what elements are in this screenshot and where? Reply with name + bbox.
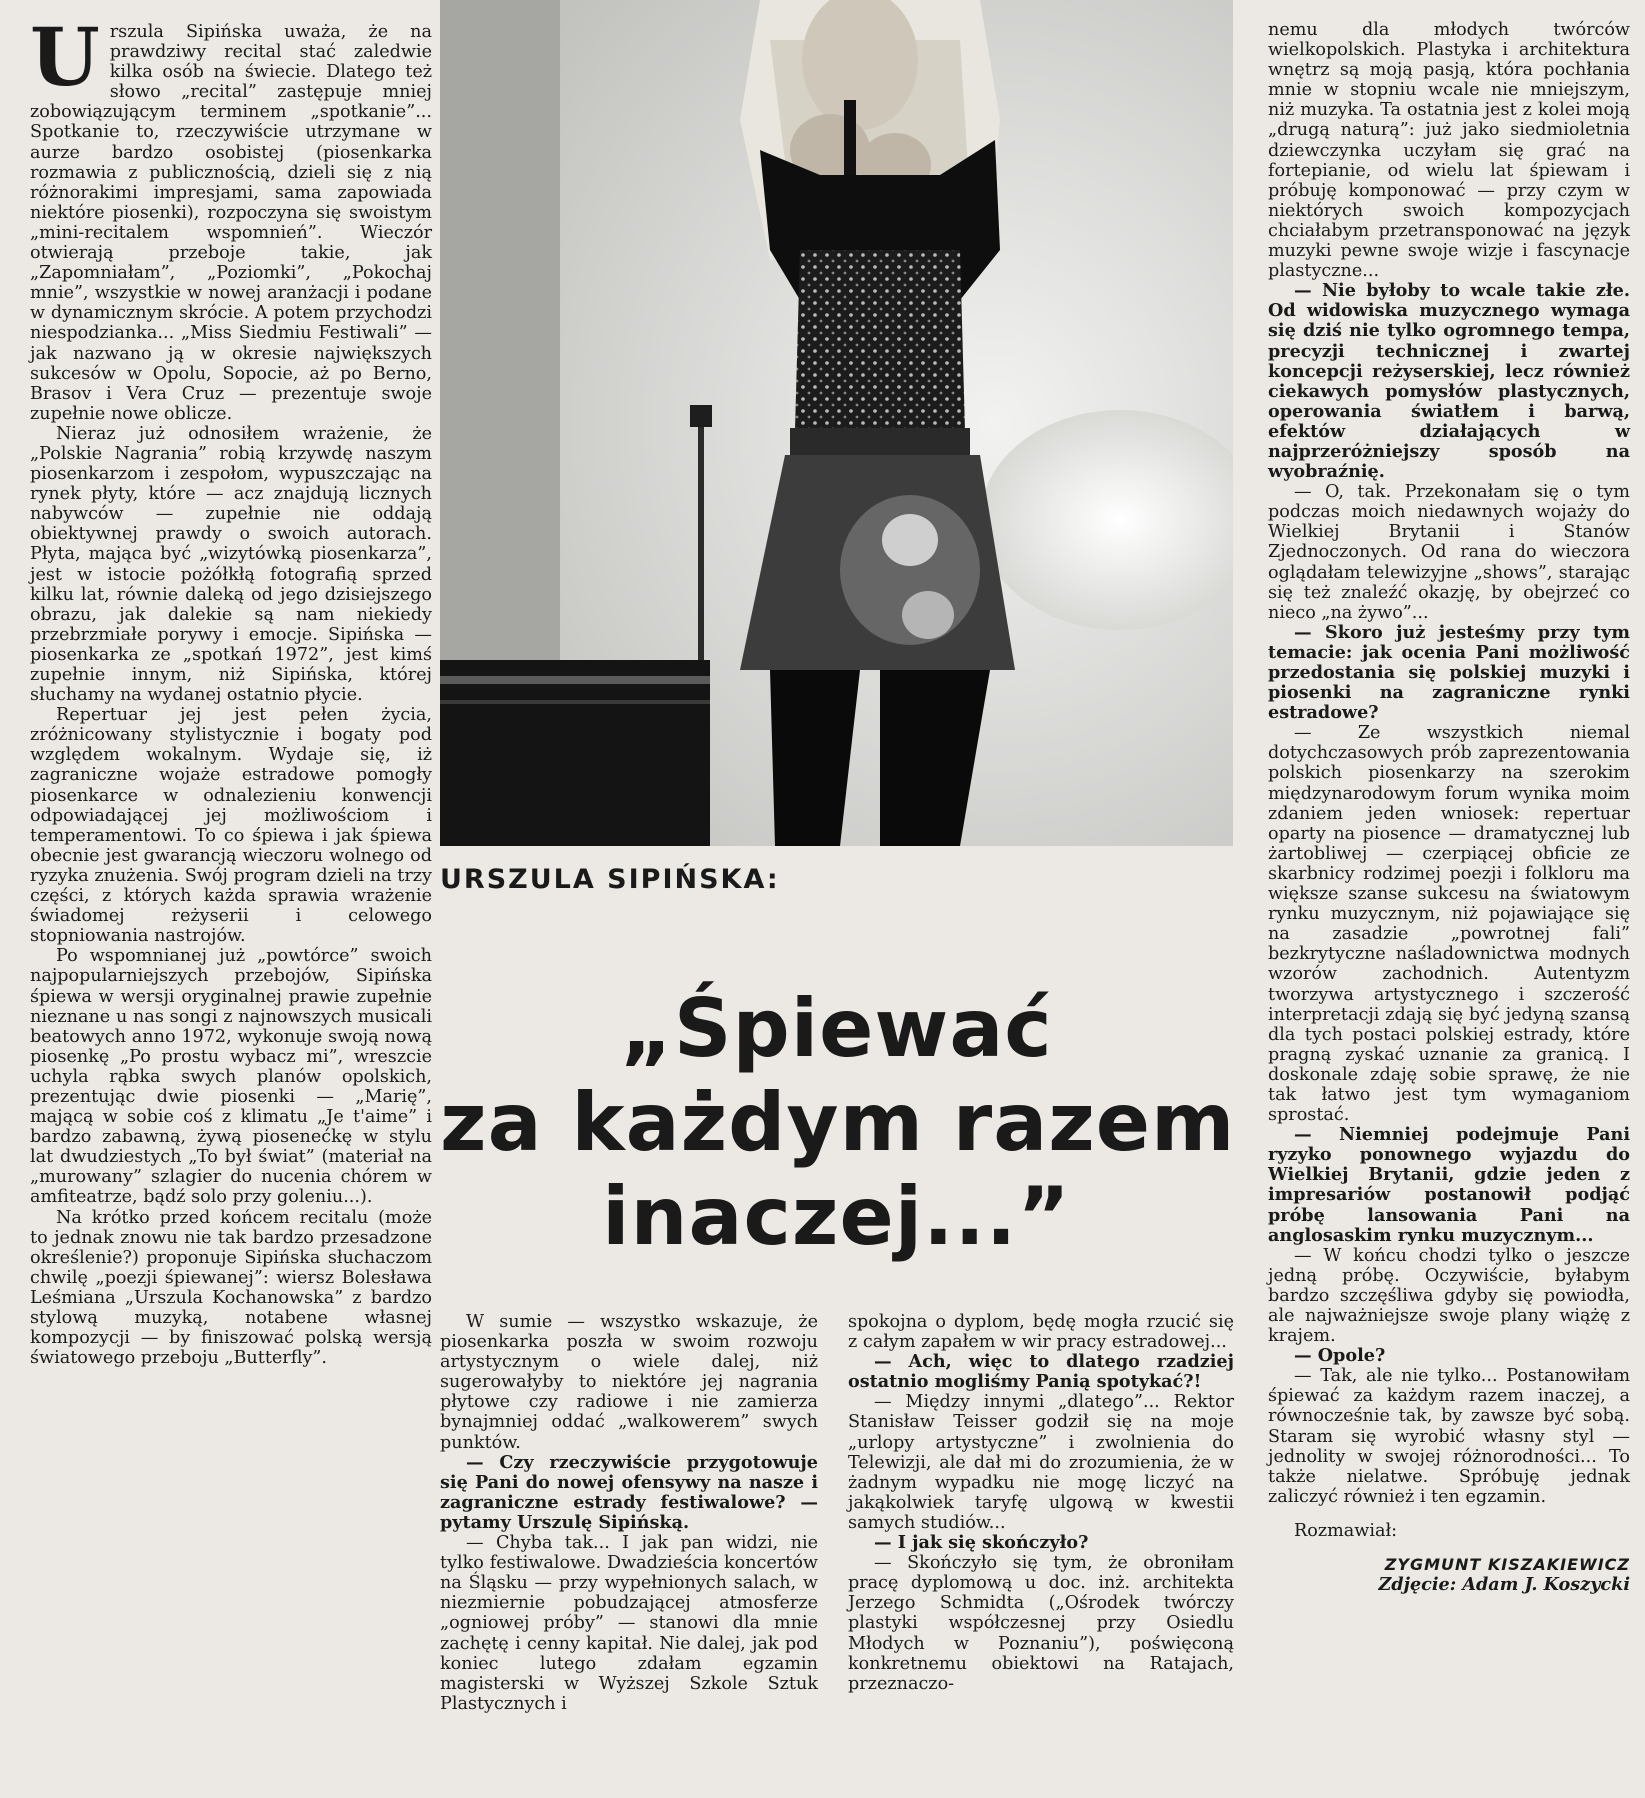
col3-paragraph: — Skończyło się tym, że obroniłam pracę dyplomową u doc. inż. architekta Jerzego Schmidta („Ośrodek twórczy plastyki współczesnej przy Osiedlu Młodych w Poznaniu”), poświęconą konkretnemu obiektowi na Ratajach, przeznaczo- — [848, 1553, 1234, 1694]
interview-question: — Niemniej podejmuje Pani ryzyko ponownego wyjazdu do Wielkiej Brytanii, gdzie jeden z impresariów postanowił podjąć próbę lansowania Pani na anglosaskim rynku muzycznym... — [1268, 1124, 1630, 1246]
article-column-2 — [440, 1312, 818, 1714]
col2-paragraph: — Chyba tak... I jak pan widzi, nie tylko festiwalowe. Dwadzieścia koncertów na Śląsku — przy wypełnionych salach, w niezmiernie pobudzającej atmosferze „ogniowej próby” — stanowi dla mnie zachętę i cenny kapitał. Nie dalej, jak pod koniec lutego zdałam egzamin magisterski w Wyższej Szkole Sztuk Plastycznych i — [440, 1533, 818, 1714]
article-headline — [440, 982, 1236, 1264]
article-column-1 — [30, 10, 432, 1369]
col1-paragraph: Nieraz już odnosiłem wrażenie, że „Polskie Nagrania” robią krzywdę naszym piosenkarzom i zespołom, wypuszczając na rynek płyty, które — acz znajdują licznych nabywców — zupełnie nie oddają obiektywnej prawdy o swoich autorach. Płyta, mająca być „wizytówką piosenkarza”, jest w istocie pożółkłą fotografią sprzed kilku lat, równie daleką od jego dzisiejszego obrazu, jak dalekie są nam niekiedy przebrzmiałe porywy i emocje. Sipińska — piosenkarka ze „spotkań 1972”, jest kimś zupełnie innym, niż Sipińska, której słuchamy na wydanej ostatnio płycie. — [30, 423, 432, 706]
col4-paragraph: — Tak, ale nie tylko... Postanowiłam śpiewać za każdym razem inaczej, a równocześnie tak, by zawsze być sobą. Staram się wyrobić własny styl — jednolity w swojej różnorodności... To także nielatwe. Spróbuję jednak zaliczyć również i ten egzamin. — [1268, 1366, 1630, 1507]
article-kicker: URSZULA SIPIŃSKA: — [440, 864, 780, 895]
byline: ZYGMUNT KISZAKIEWICZ — [1384, 1555, 1630, 1575]
photo-credit: Zdjęcie: Adam J. Koszycki — [1378, 1574, 1630, 1596]
col1-paragraph: Na krótko przed końcem recitalu (może to jednak znowu nie tak bardzo przesadzone określenie?) proponuje Sipińska słuchaczom chwilę „poezji śpiewanej”: wiersz Bolesława Leśmiana „Urszula Kochanowska” z bardzo stylową muzyką, notabene własnej kompozycji — by finiszować polską wersją światowego przeboju „Butterfly”. — [30, 1207, 432, 1369]
interview-question: — Opole? — [1294, 1345, 1386, 1367]
headline-line: za każdym razem — [440, 1076, 1236, 1169]
col2-paragraph: W sumie — wszystko wskazuje, że piosenkarka poszła w swoim rozwoju artystycznym o wiele dalej, niż sugerowałyby to niektóre jej nagrania płytowe czy radiowe i nie zamierza bynajmniej oddać „walkowerem” swych punktów. — [440, 1312, 818, 1453]
col4-paragraph: — Ze wszystkich niemal dotychczasowych prób zaprezentowania polskich piosenkarzy na szerokim międzynarodowym forum wynika moim zdaniem jeden wniosek: repertuar oparty na piosence — dramatycznej lub żartobliwej — czerpiącej obficie ze skarbnicy rodzimej poezji i folkloru ma większe szanse sukcesu na światowym rynku muzycznym, niż pojawiające się na zasadzie „powrotnej fali” bezkrytyczne naśladownictwa modnych wzorów zachodnich. Autentyzm tworzywa artystycznego i szczerość interpretacji zdają się być jedyną szansą dla tych postaci polskiej estrady, które pragną zyskać uznanie za granicą. I doskonale zdaję sobie sprawę, że nie tak łatwo jest tym wymaganiom sprostać. — [1268, 723, 1630, 1126]
col1-paragraph: Repertuar jej jest pełen życia, zróżnicowany stylistycznie i bogaty pod względem wokalnym. Wydaje się, iż zagraniczne wojaże estradowe pomogły piosenkarce w odnalezieniu konwencji odpowiadającej jej możliwościom i temperamentowi. To co śpiewa i jak śpiewa obecnie jest gwarancją wieczoru wolnego od ryzyka znużenia. Swój program dzieli na trzy części, z których każda sprawia wrażenie świadomej reżyserii i celowego stopniowania nastrojów. — [30, 705, 432, 947]
col1-paragraph: rszula Sipińska uważa, że na prawdziwy recital stać zaledwie kilka osób na świecie. Dlatego też słowo „recital” zastępuje mniej zobowiązującym terminem „spotkanie”... Spotkanie to, rzeczywiście utrzymane w aurze bardzo osobistej (piosenkarka rozmawia z publicznością, dzieli się z nią różnorakimi impresjami, sama zapowiada niektóre piosenki), rozpoczyna się swoistym „mini-recitalem wspomnień”. Wieczór otwierają przeboje takie, jak „Zapomniałam”, „Poziomki”, „Pokochaj mnie”, wszystkie w nowej aranżacji i podane w dynamicznym skrócie. A potem przychodzi niespodzianka... „Miss Siedmiu Festiwali” — jak nazwano ją w okresie największych sukcesów w Opolu, Sopocie, aż po Berno, Brasov i Vera Cruz — prezentuje swoje zupełnie nowe oblicze. — [30, 22, 432, 424]
interview-question: — I jak się skończyło? — [874, 1532, 1089, 1554]
article-column-3 — [848, 1312, 1234, 1694]
interview-question: — Czy rzeczywiście przygotowuje się Pani do nowej ofensywy na nasze i zagraniczne estrady festiwalowe? — pytamy Urszulę Sipińską. — [440, 1451, 818, 1533]
col3-paragraph: — Między innymi „dlatego”... Rektor Stanisław Teisser godził się na moje „urlopy artystyczne” i zwolnienia do Telewizji, ale dał mi do zrozumienia, że w żadnym wypadku nie mogę liczyć na jakąkolwiek taryfę ulgową w kwestii samych studiów... — [848, 1392, 1234, 1533]
col4-paragraph: nemu dla młodych twórców wielkopolskich. Plastyka i architektura wnętrz są moją pasją, która pochłania mnie w stopniu wcale nie mniejszym, niż muzyka. Ta ostatnia jest z kolei moją „drugą naturą”: już jako siedmioletnia dziewczynka uczyłam się grać na fortepianie, od wielu lat śpiewam i próbuję komponować — przy czym w niektórych swoich kompozycjach chciałabym przetransponować na język muzyki pewne swoje wizje i fascynacje plastyczne... — [1268, 20, 1630, 282]
col4-paragraph: — O, tak. Przekonałam się o tym podczas moich niedawnych wojaży do Wielkiej Brytanii i Stanów Zjednoczonych. Od rana do wieczora oglądałam telewizyjne „shows”, starając się też znaleźć okazję, by obejrzeć co nieco „na żywo”... — [1268, 482, 1630, 623]
singer-photo — [440, 0, 1233, 846]
headline-line: „Śpiewać — [620, 982, 1053, 1075]
singer-photo-illustration — [440, 0, 1233, 846]
headline-line: inaczej...” — [602, 1170, 1071, 1263]
col3-paragraph: spokojna o dyplom, będę mogła rzucić się z całym zapałem w wir pracy estradowej... — [848, 1312, 1234, 1353]
drop-cap: U — [30, 10, 100, 104]
interviewer-label: Rozmawiał: — [1294, 1520, 1398, 1541]
article-column-4 — [1268, 20, 1630, 1595]
col1-paragraph: Po wspomnianej już „powtórce” swoich najpopularniejszych przebojów, Sipińska śpiewa w wersji oryginalnej prawie zupełnie nieznane u nas songi z najnowszych musicali beatowych anno 1972, wykonuje swoją nową piosenkę „Po prostu wybacz mi”, wreszcie uchyla rąbka swych planów opolskich, prezentując dwie piosenki — „Marię”, mającą w sobie coś z klimatu „Je t'aime” i bardzo zabawną, żywą piosenećkę w stylu lat dwudziestych „To był świat” (materiał na „murowany” szlagier do nucenia chórem w amfiteatrze, bądź solo przy goleniu...). — [30, 946, 432, 1208]
interview-question: — Nie byłoby to wcale takie złe. Od widowiska muzycznego wymaga się dziś nie tylko ogromnego tempa, precyzji technicznej i zwartej koncepcji reżyserskiej, lecz również ciekawych pomysłów plastycznych, operowania światłem i barwą, efektów działających w najprzeróżniejszy sposób na wyobraźnię. — [1268, 280, 1630, 483]
interview-question: — Skoro już jesteśmy przy tym temacie: jak ocenia Pani możliwość przedostania się polskiej muzyki i piosenki na zagraniczne rynki estradowe? — [1268, 621, 1630, 724]
interview-question: — Ach, więc to dlatego rzadziej ostatnio mogliśmy Panią spotykać?! — [848, 1351, 1234, 1393]
col4-paragraph: — W końcu chodzi tylko o jeszcze jedną próbę. Oczywiście, byłabym bardzo szczęśliwa gdyby się powiodła, ale najważniejsze swoje plany wiążę z krajem. — [1268, 1245, 1630, 1347]
